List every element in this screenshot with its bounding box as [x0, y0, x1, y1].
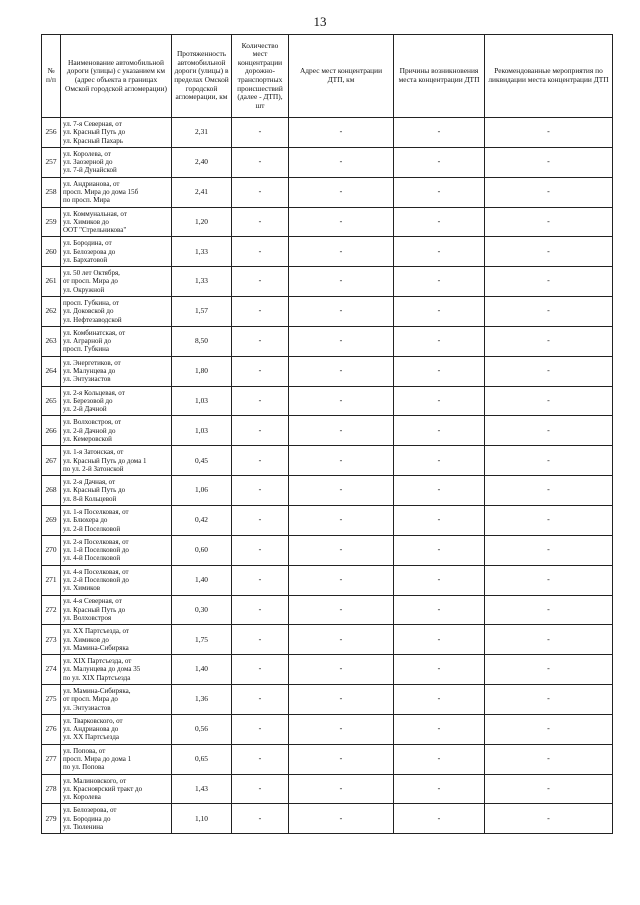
road-name-line: ул. 1-й Поселковой до [63, 546, 129, 555]
row-number: 278 [42, 774, 61, 804]
causes-cell: - [394, 535, 485, 565]
count-cell: - [232, 207, 289, 237]
road-name-line: ул. Блюхера до [63, 516, 108, 525]
road-name-line: ул. Энтузиастов [63, 703, 111, 712]
table-row [42, 237, 613, 267]
road-name [61, 714, 172, 744]
road-name-line: ул. Королева, от [63, 149, 111, 158]
road-name-line: просп. Мира до дома 1 [63, 754, 132, 763]
causes-cell: - [394, 207, 485, 237]
road-name-line: ул. Красный Путь до дома 1 [63, 456, 147, 465]
measures-cell: - [485, 685, 613, 715]
road-name [61, 147, 172, 177]
road-name-line: по ул. Попова [63, 763, 105, 772]
road-length: 8,50 [172, 326, 232, 356]
road-name-line: ул. Березовой до [63, 396, 113, 405]
road-name-line: ул. Красный Пахарь [63, 136, 123, 145]
count-cell: - [232, 416, 289, 446]
address-cell: - [289, 356, 394, 386]
header-name: Наименование автомобильной дороги (улицы) с указанием км (адрес объекта в границах Омской городской агломерации) [61, 35, 172, 118]
row-number: 269 [42, 505, 61, 535]
address-cell: - [289, 147, 394, 177]
row-number: 260 [42, 237, 61, 267]
causes-cell: - [394, 595, 485, 625]
road-name-line: ул. Аграрной до [63, 337, 112, 346]
road-name-line: ул. Химиков до [63, 635, 109, 644]
table-row [42, 147, 613, 177]
table-row [42, 446, 613, 476]
road-length: 1,80 [172, 356, 232, 386]
header-address: Адрес мест концентрации ДТП, км [289, 35, 394, 118]
road-name-line: ул. Мамина-Сибиряка, [63, 687, 131, 695]
road-name-line: ул. Волховстроя [63, 614, 112, 623]
causes-cell: - [394, 356, 485, 386]
road-name-line: ул. 7-й Дунайской [63, 166, 117, 175]
row-number: 258 [42, 177, 61, 207]
road-length: 1,75 [172, 625, 232, 655]
table-row [42, 565, 613, 595]
causes-cell: - [394, 565, 485, 595]
causes-cell: - [394, 446, 485, 476]
address-cell: - [289, 535, 394, 565]
road-name-line: ул. 2-й Дачной до [63, 426, 116, 435]
address-cell: - [289, 565, 394, 595]
table-row [42, 625, 613, 655]
measures-cell: - [485, 446, 613, 476]
count-cell: - [232, 297, 289, 327]
road-name [61, 565, 172, 595]
road-name-line: ул. Красный Путь до [63, 486, 126, 495]
road-name-line: ул. Королева [63, 793, 101, 802]
road-length: 1,33 [172, 267, 232, 297]
road-name [61, 207, 172, 237]
road-name-line: ул. 4-й Поселковой [63, 554, 121, 563]
road-name [61, 804, 172, 834]
causes-cell: - [394, 416, 485, 446]
road-name-line: ул. Комбинатская, от [63, 328, 126, 337]
road-name-line: ул. Андрианова до [63, 725, 119, 734]
row-number: 277 [42, 744, 61, 774]
causes-cell: - [394, 118, 485, 148]
measures-cell: - [485, 505, 613, 535]
address-cell: - [289, 476, 394, 506]
measures-cell: - [485, 237, 613, 267]
road-name-line: просп. Губкина [63, 345, 110, 354]
row-number: 257 [42, 147, 61, 177]
road-length: 2,31 [172, 118, 232, 148]
address-cell: - [289, 744, 394, 774]
road-length: 1,03 [172, 416, 232, 446]
measures-cell: - [485, 744, 613, 774]
road-name [61, 505, 172, 535]
road-name [61, 237, 172, 267]
address-cell: - [289, 237, 394, 267]
table-row [42, 267, 613, 297]
causes-cell: - [394, 326, 485, 356]
table-row [42, 356, 613, 386]
header-causes: Причины возникновения места концентрации ДТП [394, 35, 485, 118]
address-cell: - [289, 595, 394, 625]
table-row [42, 177, 613, 207]
measures-cell: - [485, 804, 613, 834]
count-cell: - [232, 267, 289, 297]
address-cell: - [289, 655, 394, 685]
table-row [42, 685, 613, 715]
road-length: 1,40 [172, 565, 232, 595]
road-name [61, 655, 172, 685]
road-name-line: ул. 2-й Поселковой до [63, 575, 129, 584]
count-cell: - [232, 685, 289, 715]
header-count: Количество мест концентрации дорожно-транспортных происшествий (далее - ДТП), шт [232, 35, 289, 118]
road-name-line: ул. 2-я Дачная, от [63, 478, 116, 487]
road-name [61, 744, 172, 774]
road-name [61, 177, 172, 207]
road-name [61, 476, 172, 506]
table-row [42, 744, 613, 774]
road-name-line: от просп. Мира до [63, 277, 118, 286]
count-cell: - [232, 714, 289, 744]
measures-cell: - [485, 565, 613, 595]
row-number: 273 [42, 625, 61, 655]
road-length: 0,60 [172, 535, 232, 565]
road-name-line: ул. Мамина-Сибиряка [63, 643, 129, 652]
road-length: 2,41 [172, 177, 232, 207]
road-length: 1,03 [172, 386, 232, 416]
road-name [61, 297, 172, 327]
road-name-line: ул. Малиновского, от [63, 776, 127, 785]
row-number: 279 [42, 804, 61, 834]
causes-cell: - [394, 774, 485, 804]
road-name [61, 625, 172, 655]
table-row [42, 386, 613, 416]
address-cell: - [289, 416, 394, 446]
road-name-line: ул. Волховстроя, от [63, 418, 122, 427]
road-name-line: ул. Химиков [63, 584, 101, 593]
row-number: 266 [42, 416, 61, 446]
table-body [42, 118, 613, 834]
road-name-line: ул. Белозерова, от [63, 806, 117, 815]
road-name-line: ул. Красный Путь до [63, 605, 126, 614]
row-number: 270 [42, 535, 61, 565]
address-cell: - [289, 685, 394, 715]
table-row [42, 595, 613, 625]
causes-cell: - [394, 655, 485, 685]
road-name-line: ул. Тюленина [63, 822, 104, 831]
road-name-line: ул. Тварковского, от [63, 716, 123, 725]
row-number: 264 [42, 356, 61, 386]
road-name-line: ул. Попова, от [63, 746, 106, 755]
road-name-line: ул. Андрианова, от [63, 179, 120, 188]
road-name-line: ул. Белозерова до [63, 247, 116, 256]
address-cell: - [289, 297, 394, 327]
count-cell: - [232, 565, 289, 595]
road-length: 2,40 [172, 147, 232, 177]
road-length: 0,45 [172, 446, 232, 476]
road-name [61, 446, 172, 476]
road-name-line: ул. 2-я Поселковая, от [63, 537, 129, 546]
road-name [61, 326, 172, 356]
road-name-line: ул. 7-я Северная, от [63, 119, 122, 128]
road-name-line: ул. Бородина, от [63, 239, 112, 248]
address-cell: - [289, 505, 394, 535]
table-row [42, 714, 613, 744]
measures-cell: - [485, 535, 613, 565]
row-number: 274 [42, 655, 61, 685]
count-cell: - [232, 505, 289, 535]
causes-cell: - [394, 476, 485, 506]
address-cell: - [289, 207, 394, 237]
measures-cell: - [485, 118, 613, 148]
road-name-line: ул. XX Партсъезда [63, 733, 119, 742]
address-cell: - [289, 714, 394, 744]
causes-cell: - [394, 237, 485, 267]
road-name-line: по ул. XIX Партсъезда [63, 673, 131, 682]
causes-cell: - [394, 267, 485, 297]
road-name-line: от просп. Мира до [63, 695, 118, 704]
road-name-line: ул. Заозерной до [63, 158, 113, 167]
road-name-line: ул. 2-й Поселковой [63, 524, 121, 533]
table-row [42, 207, 613, 237]
road-length: 1,57 [172, 297, 232, 327]
count-cell: - [232, 118, 289, 148]
causes-cell: - [394, 505, 485, 535]
count-cell: - [232, 177, 289, 207]
causes-cell: - [394, 714, 485, 744]
count-cell: - [232, 595, 289, 625]
table-row [42, 297, 613, 327]
road-name-line: ул. Коммунальная, от [63, 209, 127, 218]
address-cell: - [289, 804, 394, 834]
causes-cell: - [394, 297, 485, 327]
row-number: 275 [42, 685, 61, 715]
row-number: 263 [42, 326, 61, 356]
road-name-line: ул. Бархатовой [63, 255, 108, 264]
count-cell: - [232, 446, 289, 476]
causes-cell: - [394, 804, 485, 834]
table-row [42, 535, 613, 565]
road-name [61, 118, 172, 148]
measures-cell: - [485, 356, 613, 386]
count-cell: - [232, 237, 289, 267]
road-name-line: ул. Нефтезаводской [63, 315, 122, 324]
road-name-line: ул. 2-й Дачной [63, 405, 107, 414]
measures-cell: - [485, 147, 613, 177]
row-number: 271 [42, 565, 61, 595]
road-name-line: ул. Кемеровской [63, 435, 112, 443]
road-length: 0,30 [172, 595, 232, 625]
row-number: 272 [42, 595, 61, 625]
count-cell: - [232, 804, 289, 834]
road-name-line: ул. Красный Путь до [63, 128, 126, 137]
measures-cell: - [485, 207, 613, 237]
road-name-line: ул. Красноярский тракт до [63, 784, 143, 793]
road-name [61, 386, 172, 416]
address-cell: - [289, 774, 394, 804]
road-name-line: ул. 50 лет Октября, [63, 269, 120, 278]
road-name [61, 535, 172, 565]
measures-cell: - [485, 267, 613, 297]
road-name-line: ул. Доковской до [63, 307, 114, 316]
causes-cell: - [394, 685, 485, 715]
count-cell: - [232, 386, 289, 416]
road-name-line: просп. Губкина, от [63, 299, 119, 308]
count-cell: - [232, 535, 289, 565]
address-cell: - [289, 177, 394, 207]
measures-cell: - [485, 774, 613, 804]
causes-cell: - [394, 177, 485, 207]
table-row [42, 804, 613, 834]
table-row [42, 326, 613, 356]
measures-cell: - [485, 655, 613, 685]
road-length: 1,33 [172, 237, 232, 267]
road-name [61, 267, 172, 297]
header-num: № п/п [42, 35, 61, 118]
road-name-line: ул. Бородина до [63, 814, 111, 823]
measures-cell: - [485, 297, 613, 327]
address-cell: - [289, 326, 394, 356]
count-cell: - [232, 476, 289, 506]
road-name-line: ул. Энергетиков, от [63, 358, 121, 367]
road-name-line: ул. Малунцева до [63, 367, 116, 376]
road-name-line: ул. 1-я Затонская, от [63, 448, 124, 457]
causes-cell: - [394, 386, 485, 416]
address-cell: - [289, 386, 394, 416]
causes-cell: - [394, 147, 485, 177]
road-length: 1,20 [172, 207, 232, 237]
road-name-line: ул. XX Партсъезда, от [63, 627, 129, 636]
table-row [42, 505, 613, 535]
measures-cell: - [485, 476, 613, 506]
road-name [61, 774, 172, 804]
table-row [42, 416, 613, 446]
count-cell: - [232, 326, 289, 356]
road-name-line: ул. 1-я Поселковая, от [63, 507, 129, 516]
road-name [61, 685, 172, 715]
measures-cell: - [485, 595, 613, 625]
road-length: 1,43 [172, 774, 232, 804]
road-name-line: ул. 4-я Северная, от [63, 597, 122, 606]
road-name-line: ул. 4-я Поселковая, от [63, 567, 129, 576]
road-length: 1,06 [172, 476, 232, 506]
row-number: 256 [42, 118, 61, 148]
header-length: Протяженность автомобильной дороги (улицы) в пределах Омской городской агломерации, км [172, 35, 232, 118]
road-table [41, 34, 613, 834]
road-name-line: ул. Химиков до [63, 217, 109, 226]
row-number: 259 [42, 207, 61, 237]
road-length: 0,65 [172, 744, 232, 774]
count-cell: - [232, 655, 289, 685]
road-name [61, 595, 172, 625]
road-name-line: ул. 8-й Кольцевой [63, 494, 117, 503]
measures-cell: - [485, 326, 613, 356]
road-length: 0,56 [172, 714, 232, 744]
header-measures: Рекомендованные мероприятия по ликвидации места концентрации ДТП [485, 35, 613, 118]
count-cell: - [232, 774, 289, 804]
row-number: 262 [42, 297, 61, 327]
road-name-line: ул. XIX Партсъезда, от [63, 657, 132, 666]
table-row [42, 476, 613, 506]
table-header-row [42, 35, 613, 118]
address-cell: - [289, 267, 394, 297]
row-number: 261 [42, 267, 61, 297]
road-name-line: по просп. Мира [63, 196, 110, 205]
row-number: 267 [42, 446, 61, 476]
road-name-line: ул. 2-я Кольцевая, от [63, 388, 125, 397]
road-name-line: ул. Окружной [63, 285, 105, 294]
measures-cell: - [485, 386, 613, 416]
count-cell: - [232, 147, 289, 177]
road-name-line: ООТ "Стрельникова" [63, 226, 127, 235]
address-cell: - [289, 625, 394, 655]
address-cell: - [289, 118, 394, 148]
row-number: 268 [42, 476, 61, 506]
causes-cell: - [394, 744, 485, 774]
address-cell: - [289, 446, 394, 476]
row-number: 265 [42, 386, 61, 416]
road-length: 1,40 [172, 655, 232, 685]
measures-cell: - [485, 625, 613, 655]
page-number: 13 [313, 14, 327, 29]
road-length: 0,42 [172, 505, 232, 535]
causes-cell: - [394, 625, 485, 655]
measures-cell: - [485, 714, 613, 744]
road-name-line: ул. Энтузиастов [63, 375, 111, 384]
row-number: 276 [42, 714, 61, 744]
road-name-line: просп. Мира до дома 15б [63, 187, 139, 196]
road-length: 1,10 [172, 804, 232, 834]
table-row [42, 655, 613, 685]
measures-cell: - [485, 416, 613, 446]
count-cell: - [232, 744, 289, 774]
count-cell: - [232, 625, 289, 655]
measures-cell: - [485, 177, 613, 207]
road-name-line: по ул. 2-й Затонской [63, 464, 124, 473]
road-name [61, 416, 172, 446]
count-cell: - [232, 356, 289, 386]
road-name-line: ул. Малунцева до дома 35 [63, 665, 141, 674]
road-name [61, 356, 172, 386]
table-row [42, 118, 613, 148]
road-length: 1,36 [172, 685, 232, 715]
table-row [42, 774, 613, 804]
